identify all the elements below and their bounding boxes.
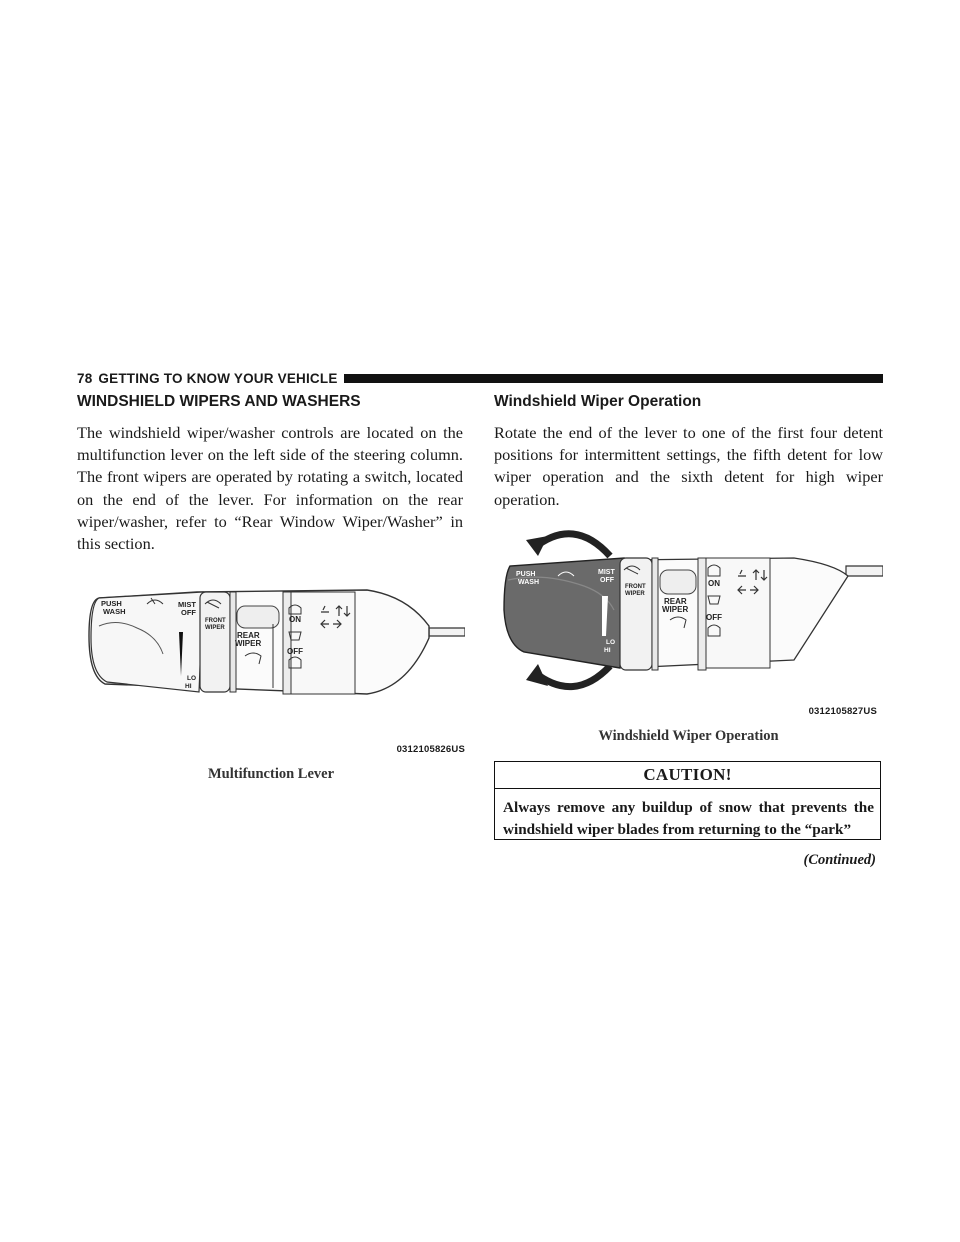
header-text <box>77 371 338 386</box>
hi-label-2: HI <box>604 647 611 654</box>
figure-code: 0312105826US <box>396 744 465 755</box>
rear-label: REAR <box>237 631 260 640</box>
caution-text: Always remove any buildup of snow that prevents the windshield wiper blades from returning to the “park” <box>503 799 874 838</box>
front-label: FRONT <box>205 618 226 624</box>
hi-label: HI <box>185 683 192 690</box>
section-heading: WINDSHIELD WIPERS AND WASHERS <box>77 393 361 410</box>
front-wiper-label: WIPER <box>205 625 225 631</box>
intro-paragraph: The windshield wiper/washer controls are located on the multifunction lever on the left side of the steering column. The front wipers are operated by rotating a switch, located on the end of the lever. For information on the rear wiper/washer, refer to “Rear Window Wiper/Washer” in this section. <box>77 423 463 554</box>
front-wiper-label-2: WIPER <box>625 591 645 597</box>
rear-off-label: OFF <box>287 647 303 656</box>
caution-box <box>494 761 881 840</box>
lo-label-2: LO <box>606 639 616 646</box>
off-label-2: OFF <box>600 577 614 584</box>
on-label-2: ON <box>708 579 720 588</box>
figure-code-2: 0312105827US <box>808 706 877 717</box>
wiper-operation-figure <box>494 520 883 745</box>
header-rule <box>344 374 883 383</box>
page-number: 78 <box>77 370 93 386</box>
rear-wiper-label: WIPER <box>235 639 262 648</box>
section-title: GETTING TO KNOW YOUR VEHICLE <box>98 370 338 386</box>
figure-caption: Multifunction Lever <box>207 766 335 782</box>
push-label-2: PUSH <box>516 571 536 578</box>
wiper-operation-illustration <box>494 520 883 705</box>
push-label: PUSH <box>101 599 122 608</box>
wash-label-2: WASH <box>518 579 539 586</box>
left-column <box>77 392 463 555</box>
multifunction-lever-illustration <box>77 576 465 756</box>
lo-label: LO <box>187 675 197 682</box>
figure-caption-2: Windshield Wiper Operation <box>598 728 779 744</box>
continued-label: (Continued) <box>803 852 876 868</box>
wash-label: WASH <box>103 607 126 616</box>
multifunction-lever-figure <box>77 576 465 786</box>
rear-off-label-2: OFF <box>706 613 722 622</box>
page-header <box>77 368 883 388</box>
caution-title: CAUTION! <box>495 762 880 789</box>
rear-wiper-label-2: WIPER <box>662 605 689 614</box>
front-label-2: FRONT <box>625 584 646 590</box>
on-label: ON <box>289 615 301 624</box>
mist-label-2: MIST <box>598 569 615 576</box>
right-column <box>494 392 883 511</box>
off-label: OFF <box>181 608 196 617</box>
mist-label: MIST <box>178 600 196 609</box>
operation-paragraph: Rotate the end of the lever to one of the first four detent positions for intermittent settings, the fifth detent for low wiper operation and the sixth detent for high wiper operation. <box>494 423 883 509</box>
rear-label-2: REAR <box>664 597 687 606</box>
subsection-heading: Windshield Wiper Operation <box>494 393 702 410</box>
